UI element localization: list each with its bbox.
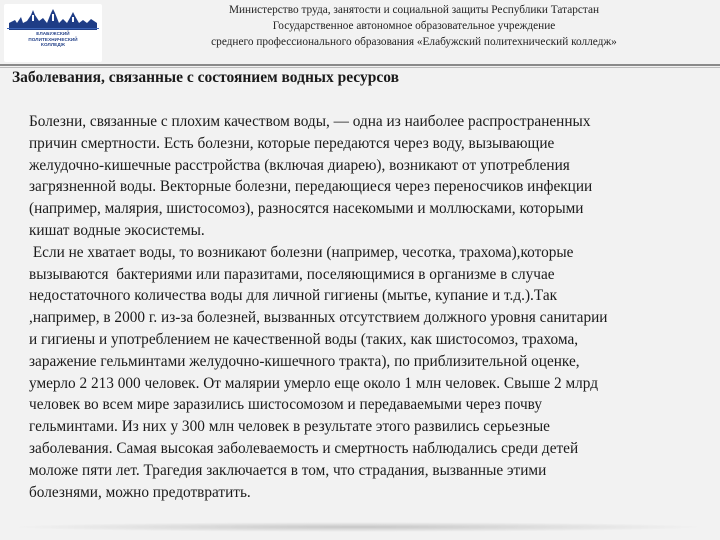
header-line-college-name: среднего профессионального образования «Елабужский политехнический колледж» <box>211 36 617 48</box>
body-line: моложе пяти лет. Трагедия заключается в том, что страдания, вызванные этими <box>29 461 547 479</box>
body-line: причин смертности. Есть болезни, которые передаются через воду, вызывающие <box>29 134 555 152</box>
college-logo <box>4 4 102 62</box>
body-line: заболевания. Самая высокая заболеваемость и смертность наблюдались среди детей <box>29 439 579 457</box>
body-line: умерло 2 213 000 человек. От малярии умерло еще около 1 млн человек. Свыше 2 млрд <box>29 374 599 392</box>
body-line: и гигиены и употреблением не качественной воды (таких, как шистосомоз, трахома, <box>29 330 579 348</box>
slide-shadow <box>8 522 708 532</box>
header-divider <box>0 64 720 66</box>
skyline-icon <box>7 7 99 31</box>
institution-header <box>108 2 720 50</box>
header-line-ministry: Министерство труда, занятости и социальной защиты Республики Татарстан <box>228 4 600 16</box>
body-line: человек во всем мире заразились шистосомозом и передаваемыми через почву <box>29 396 543 414</box>
body-line: заражение гельминтами желудочно-кишечного тракта), по приблизительной оценке, <box>29 352 580 370</box>
body-line: болезнями, можно предотвратить. <box>29 483 251 501</box>
body-line: кишат водные экосистемы. <box>29 221 205 239</box>
logo-text-line-3: КОЛЛЕДЖ <box>41 42 65 47</box>
body-text <box>29 111 709 503</box>
header-line-institution-type: Государственное автономное образовательное учреждение <box>272 20 556 32</box>
body-line: ,например, в 2000 г. из-за болезней, вызванных отсутствием должного уровня санитарии <box>29 309 608 327</box>
body-line: Болезни, связанные с плохим качеством воды, — одна из наиболее распространенных <box>29 113 591 130</box>
logo-text-line-1: ЕЛАБУЖСКИЙ <box>36 31 70 36</box>
body-line: загрязненной воды. Векторные болезни, передающиеся через переносчиков инфекции <box>29 178 593 196</box>
body-line: желудочно-кишечные расстройства (включая диарею), возникают от употребления <box>29 156 570 174</box>
body-line: недостаточного количества воды для личной гигиены (мытье, купание и т.д.).Так <box>29 287 558 305</box>
body-line: гельминтами. Из них у 300 млн человек в результате этого развились серьезные <box>29 418 550 436</box>
slide-title: Заболевания, связанные с состоянием водных ресурсов <box>12 69 399 86</box>
body-line: Если не хватает воды, то возникают болезни (например, чесотка, трахома),которые <box>29 243 574 261</box>
body-line: (например, малярия, шистосомоз), разносятся насекомыми и моллюсками, которыми <box>29 200 584 218</box>
body-line: вызываются бактериями или паразитами, поселяющимися в организме в случае <box>29 265 555 283</box>
logo-text-line-2: ПОЛИТЕХНИЧЕСКИЙ <box>28 36 78 42</box>
